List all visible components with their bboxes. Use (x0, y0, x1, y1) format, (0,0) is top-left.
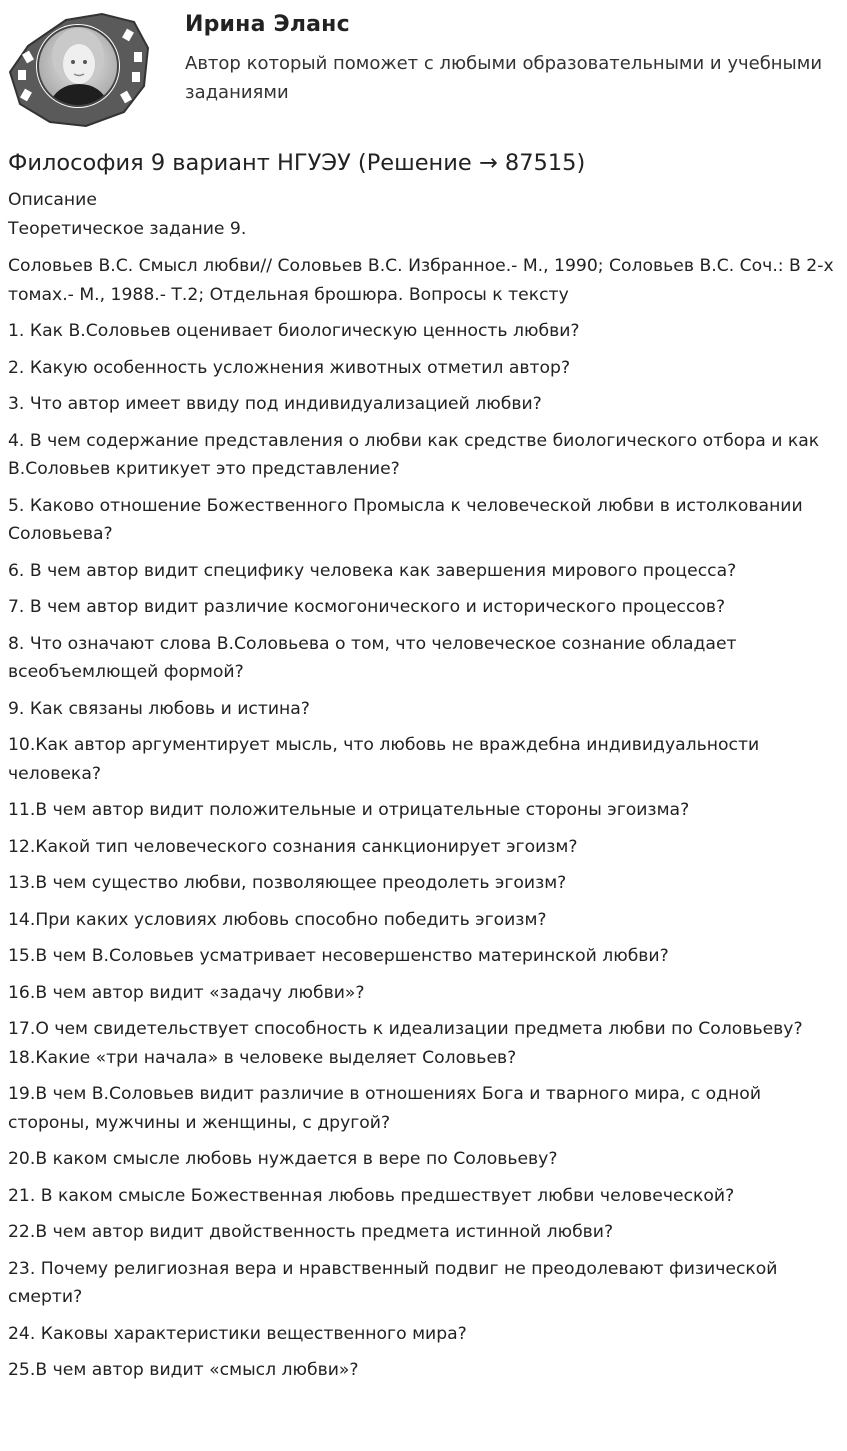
question-item: 25.В чем автор видит «смысл любви»? (8, 1360, 359, 1380)
question-item: 20.В каком смысле любовь нуждается в вере по Соловьеву? (8, 1149, 558, 1169)
question-item: 9. Как связаны любовь и истина? (8, 698, 310, 719)
question-item: 11.В чем автор видит положительные и отрицательные стороны эгоизма? (8, 800, 690, 820)
question-item: 21. В каком смысле Божественная любовь предшествует любви человеческой? (8, 1185, 735, 1206)
question-item: 13.В чем существо любви, позволяющее преодолеть эгоизм? (8, 873, 567, 893)
source-text: Соловьев В.С. Смысл любви// Соловьев В.С. Избранное.- М., 1990; Соловьев В.С. Соч.: В 2-х томах.- М., 1988.- Т.2; Отдельная брошюра. Вопросы к тексту (8, 256, 834, 305)
questions-list (8, 317, 844, 1385)
author-avatar[interactable] (6, 8, 152, 128)
task-label: Теоретическое задание 9. (8, 219, 247, 239)
question-item: 22.В чем автор видит двойственность предмета истинной любви? (8, 1222, 614, 1242)
question-item: 7. В чем автор видит различие космогонического и исторического процессов? (8, 597, 726, 617)
question-item: 15.В чем В.Соловьев усматривает несовершенство материнской любви? (8, 946, 669, 966)
question-item: 10.Как автор аргументирует мысль, что любовь не враждебна индивидуальности человека? (8, 735, 760, 784)
question-item: 16.В чем автор видит «задачу любви»? (8, 982, 365, 1003)
question-item: 12.Какой тип человеческого сознания санкционирует эгоизм? (8, 836, 578, 857)
question-item: 5. Каково отношение Божественного Промысла к человеческой любви в истолковании Соловьева? (8, 495, 803, 544)
question-item: 8. Что означают слова В.Соловьева о том, что человеческое сознание обладает всеобъемлющей формой? (8, 633, 737, 682)
question-item: 17.О чем свидетельствует способность к идеализации предмета любви по Соловьеву? 18.Какие «три начала» в человеке выделяет Соловьев? (8, 1019, 803, 1068)
description-label: Описание (8, 190, 97, 210)
question-item: 1. Как В.Соловьев оценивает биологическую ценность любви? (8, 321, 580, 341)
question-item: 4. В чем содержание представления о любви как средстве биологического отбора и как В.Соловьев критикует это представление? (8, 430, 820, 479)
question-item: 6. В чем автор видит специфику человека как завершения мирового процесса? (8, 560, 737, 581)
question-item: 24. Каковы характеристики вещественного мира? (8, 1323, 467, 1344)
author-header (0, 0, 847, 140)
author-name[interactable]: Ирина Эланс (185, 12, 350, 37)
question-item: 23. Почему религиозная вера и нравственный подвиг не преодолевают физической смерти? (8, 1258, 778, 1307)
author-description: Автор который поможет с любыми образовательными и учебными заданиями (185, 53, 823, 103)
description-section (8, 186, 844, 1385)
question-item: 14.При каких условиях любовь способно победить эгоизм? (8, 909, 547, 930)
page-title: Философия 9 вариант НГУЭУ (Решение → 87515) (8, 150, 586, 176)
question-item: 2. Какую особенность усложнения животных отметил автор? (8, 357, 571, 378)
question-item: 3. Что автор имеет ввиду под индивидуализацией любви? (8, 394, 542, 414)
question-item: 19.В чем В.Соловьев видит различие в отношениях Бога и тварного мира, с одной стороны, мужчины и женщины, с другой? (8, 1084, 761, 1133)
